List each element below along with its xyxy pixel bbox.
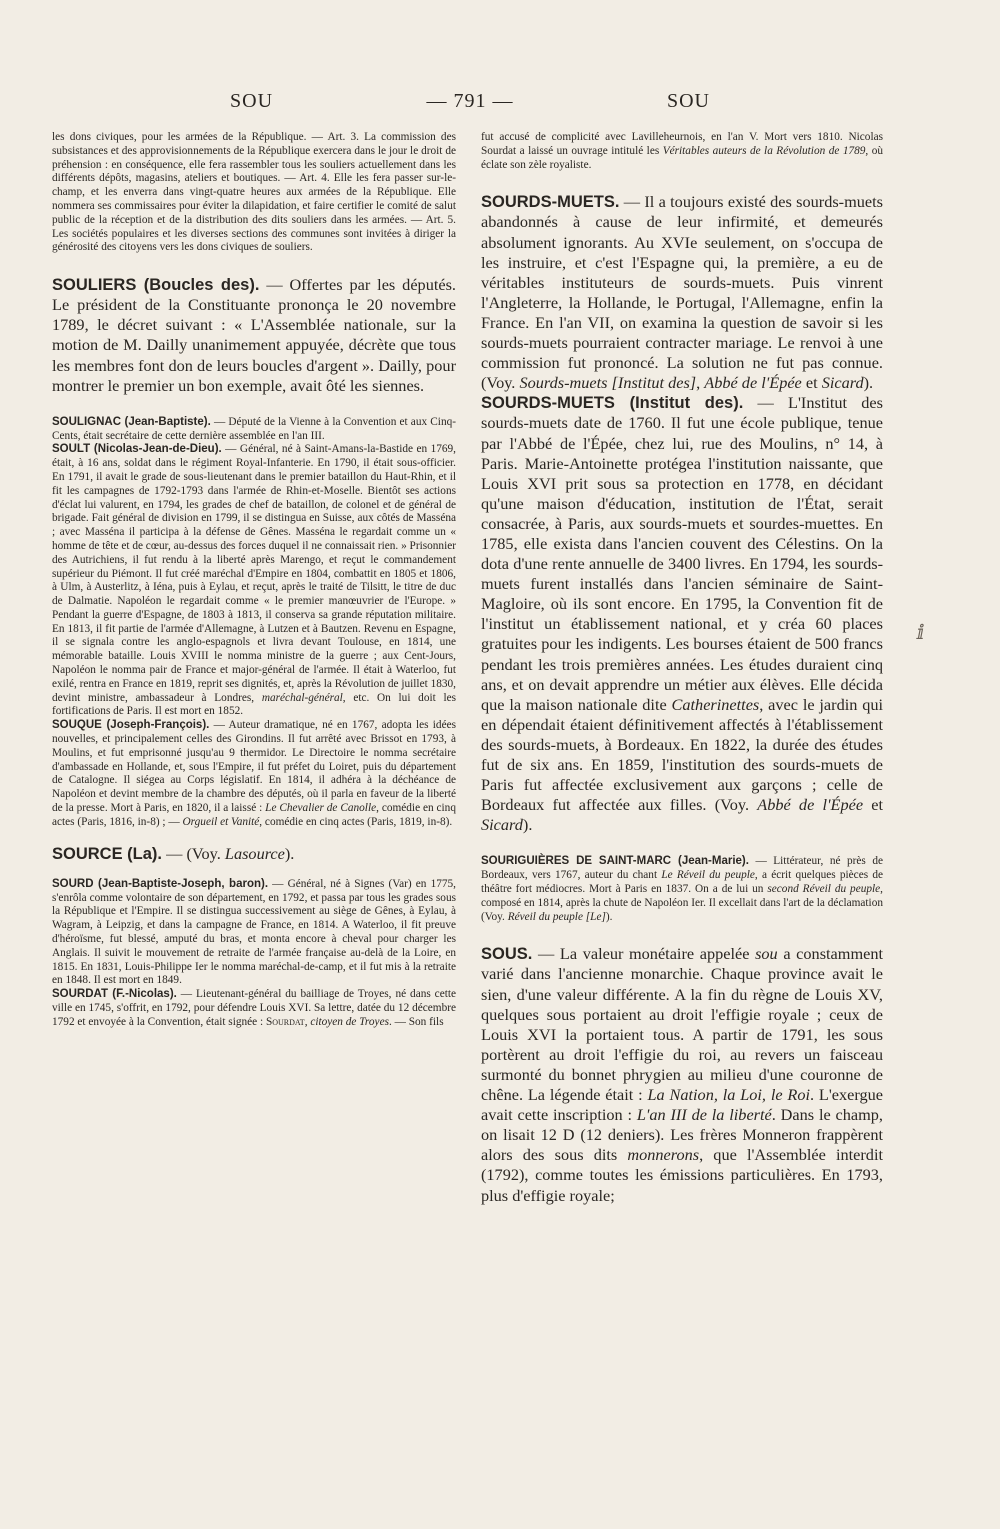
entry-sourds-muets: SOURDS-MUETS. — Il a toujours existé des sourds-muets abandonnés à cause de leur infirmité, et demeurés absolument ignorants. Au XVIe seulement, on s'occupa de les instruire, et c'est l'Espagne qui, la première, a eu de véritables instituteurs de sourds-muets. Puis vinrent l'Angleterre, la Hollande, le Portugal, l'Allemagne, enfin la France. En l'an VII, on examina la question de savoir si les sourds-muets pourraient contracter mariage. Le renvoi à une commission fut prononcé. La solution ne fut pas connue. (Voy. Sourds-muets [Institut des], Abbé de l'Épée et Sicard). [481, 192, 883, 393]
entry-headword: SOUQUE (Joseph-François). [52, 719, 210, 732]
running-header [230, 90, 710, 113]
entry-headword: SOULIERS (Boucles des). [52, 276, 260, 295]
right-column [481, 131, 883, 1206]
left-column [52, 131, 456, 1030]
header-right-word: SOU [666, 90, 710, 112]
page-number: — 791 — [426, 90, 514, 112]
entry-headword: SOULT (Nicolas-Jean-de-Dieu). [52, 443, 222, 456]
entry-soulignac: SOULIGNAC (Jean-Baptiste). — Député de la Vienne à la Convention et aux Cinq-Cents, était secrétaire de cette dernière assemblée en l'an III. [52, 415, 456, 442]
entry-souliers-boucles: SOULIERS (Boucles des). — Offertes par les députés. Le président de la Constituante prononça le 20 novembre 1789, le décret suivant : « L'Assemblée nationale, sur la motion de M. Dailly unanimement appuyée, décrète que tous les membres font don de leurs boucles d'argent ». Dailly, pour montrer le premier un bon exemple, avait ôté les siennes. [52, 275, 456, 395]
entry-headword: SOURDS-MUETS (Institut des). [481, 394, 744, 413]
margin-pencil-mark: ⅈ [917, 622, 925, 644]
header-left-word: SOU [230, 90, 274, 112]
souliers-continuation: les dons civiques, pour les armées de la République. — Art. 3. La commission des subsistances et des approvisionnements de la République exercera dans le jour le droit de préhension : en conséquence, elle fera rassembler tous les souliers actuellement dans les différents dépôts, magasins, ateliers et boutiques. — Art. 4. Elle les fera passer sur-le-champ, et les enverra dans vingt-quatre heures aux armées de la République. Elle nommera ses commissaires pour éviter la dilapidation, et faire certifier le comité de salut public de la réception et de la distribution des dits souliers dans les armées. — Art. 5. Les sociétés populaires et les diverses sections des communes sont invitées à diriger la générosité des citoyens vers les dons civiques de souliers. [52, 131, 456, 254]
entry-headword: SOULIGNAC (Jean-Baptiste). [52, 415, 211, 428]
entry-souque: SOUQUE (Joseph-François). — Auteur dramatique, né en 1767, adopta les idées nouvelles, et principalement celles des Girondins. Il fut arrêté avec Brissot en 1793, à Moulins, et fut emprisonné jusqu'au 9 thermidor. Le Directoire le nomma secrétaire d'ambassade en Hollande, et, sous l'Empire, il fut préfet du Loiret, puis du département de Catalogne. Il siégea au Corps législatif. En 1814, il adhéra à la déchéance de Napoléon et devint membre de la chambre des députés, où il parla en faveur de la liberté de la presse. Mort à Paris, en 1820, il a laissé : Le Chevalier de Canolle, comédie en cinq actes (Paris, 1816, in-8) ; — Orgueil et Vanité, comédie en cinq actes (Paris, 1819, in-8). [52, 719, 456, 828]
entry-headword: SOURD (Jean-Baptiste-Joseph, baron). [52, 877, 269, 890]
entry-soult: SOULT (Nicolas-Jean-de-Dieu). — Général, né à Saint-Amans-la-Bastide en 1769, était, à 16 ans, soldat dans le régiment Royal-Infanterie. En 1790, il était sous-officier. En 1791, il avait le grade de sous-lieutenant dans le premier bataillon du Haut-Rhin, et il fit les campagnes de 1792-1793 dans l'armée de Rhin-et-Moselle. Bientôt ses actions d'éclat lui valurent, en 1794, les grades de chef de bataillon, de colonel et de général de brigade. Fait général de division en 1799, il se distingua en Suisse, aux côtés de Masséna ; avec Masséna il participa à la défense de Gênes. Masséna le regardait comme un « homme de tête et de cœur, au-dessus des forces duquel il ne connaissait rien. » Prisonnier des Autrichiens, il fut rendu à la liberté après Marengo, et reçut le commandement supérieur du Piémont. Il fut créé maréchal d'Empire en 1804, combattit en 1805 et 1806, à Ulm, à Austerlitz, à Iéna, puis à Eylau, et reçut, après le traité de Tilsitt, le titre de duc de Dalmatie. Napoléon le regardait comme « le premier manœuvrier de l'Europe. » Pendant la guerre d'Espagne, de 1803 à 1813, il conserva sa grande réputation militaire. En 1813, il fit partie de l'armée d'Allemagne, à Lutzen et à Bautzen. Revenu en Espagne, il se signala contre les anglo-espagnols et livra devant Toulouse, en 1814, une mémorable bataille. Louis XVIII le nomma ministre de la guerre ; aux Cent-Jours, Napoléon le nomma pair de France et major-général de l'armée. Il était à Waterloo, fut exilé, rentra en France en 1819, reprit ses dignités, et, après la Révolution de juillet 1830, devint ministre, ambassadeur à Londres, maréchal-général, etc. On lui doit les fortifications de Paris. Il est mort en 1852. [52, 443, 457, 718]
entry-headword: SOURIGUIÈRES DE SAINT-MARC (Jean-Marie). [481, 855, 749, 868]
entry-sourds-muets-institut: SOURDS-MUETS (Institut des). — L'Institut des sourds-muets date de 1760. Il fut une école publique, tenue par l'Abbé de l'Épée, chez lui, rue des Moulins, n° 14, à Paris. Marie-Antoinette protégea l'institution naissante, que Louis XVI prit sous sa protection en 1778, en décidant qu'une maison d'éducation, institution de l'État, serait consacrée, à Paris, aux sourds-muets et sourdes-muettes. En 1785, elle exista dans l'ancien couvent des Célestins. On la dota d'une rente annuelle de 3400 livres. En 1794, les sourds-muets furent installés dans l'ancien séminaire de Saint-Magloire, où ils sont encore. En 1795, la Convention fit de l'institut un établissement national, et y créa 60 places gratuites pour les indigents. Les bourses étaient de 500 francs pendant les trois premières années. Les études duraient cinq ans, et on devait apprendre un métier aux élèves. Elle décida que la maison nationale dite Catherinettes, avec le jardin qui en dépendait étaient définitivement affectés à l'établissement des sourds-muets, à Bordeaux. En 1822, la durée des études fut de six ans. En 1859, l'institution des sourds-muets de Paris fut affectée exclusivement aux garçons ; celle de Bordeaux fut affectée aux filles. (Voy. Abbé de l'Épée et Sicard). [481, 393, 884, 835]
entry-source: SOURCE (La). — (Voy. Lasource). [52, 843, 295, 863]
sourdat-continuation: fut accusé de complicité avec Lavilleheurnois, en l'an V. Mort vers 1810. Nicolas Sourdat a laissé un ouvrage intitulé les Véritables auteurs de la Révolution de 1789, où éclate son zèle royaliste. [481, 131, 883, 171]
entry-souriguieres: SOURIGUIÈRES DE SAINT-MARC (Jean-Marie). — Littérateur, né près de Bordeaux, vers 1767, auteur du chant Le Réveil du peuple, a écrit quelques pièces de théâtre fort médiocres. Mort à Paris en 1837. On a de lui un second Réveil du peuple, composé en 1814, après la chute de Napoléon Ier. Il excellait dans l'art de la déclamation (Voy. Réveil du peuple [Le]). [481, 855, 883, 923]
entry-headword: SOURDS-MUETS. [481, 193, 620, 212]
entry-sourdat: SOURDAT (F.-Nicolas). — Lieutenant-général du bailliage de Troyes, né dans cette ville en 1745, s'offrit, en 1792, pour défendre Louis XVI. Sa lettre, datée du 12 décembre 1792 et envoyée à la Convention, était signée : Sourdat, citoyen de Troyes. — Son fils [52, 988, 456, 1028]
entry-sourd: SOURD (Jean-Baptiste-Joseph, baron). — Général, né à Signes (Var) en 1775, s'enrôla comme volontaire de son département, en 1792, et passa par tous les grades sous la République et l'Empire. Il se distingua successivement au siège de Gênes, à Eylau, à Wagram, à Leipzig, et dans la campagne de France, en 1814. A Waterloo, il fit preuve d'héroïsme, fut blessé, amputé du bras, et monta encore à cheval pour charger les Anglais. Il suivit le mouvement de retraite de l'armée française au-delà de la Loire, en 1815. En 1831, Louis-Philippe Ier le nomma maréchal-de-camp, et il fut mis à la retraite en 1848. Il est mort en 1849. [52, 877, 456, 987]
entry-headword: SOURDAT (F.-Nicolas). [52, 988, 177, 1001]
entry-headword: SOURCE (La). [52, 844, 163, 863]
entry-headword: SOUS. [481, 945, 533, 964]
entry-sous: SOUS. — La valeur monétaire appelée sou a constamment varié dans l'ancienne monarchie. Chaque province avait le sien, d'une valeur différente. A la fin du règne de Louis XV, quelques sous portaient au droit l'effigie royale ; ceux de Louis XVI la portaient tous. A partir de 1791, les sous portèrent au droit l'effigie du roi, au revers un faisceau surmonté du bonnet phrygien au milieu d'une couronne de chêne. La légende était : La Nation, la Loi, le Roi. L'exergue avait cette inscription : L'an III de la liberté. Dans le champ, on lisait 12 D (12 deniers). Les frères Monneron frappèrent alors des sous dits monnerons, que l'Assemblée interdit (1792), comme toutes les émissions particulières. En 1793, plus d'effigie royale; [481, 944, 883, 1205]
